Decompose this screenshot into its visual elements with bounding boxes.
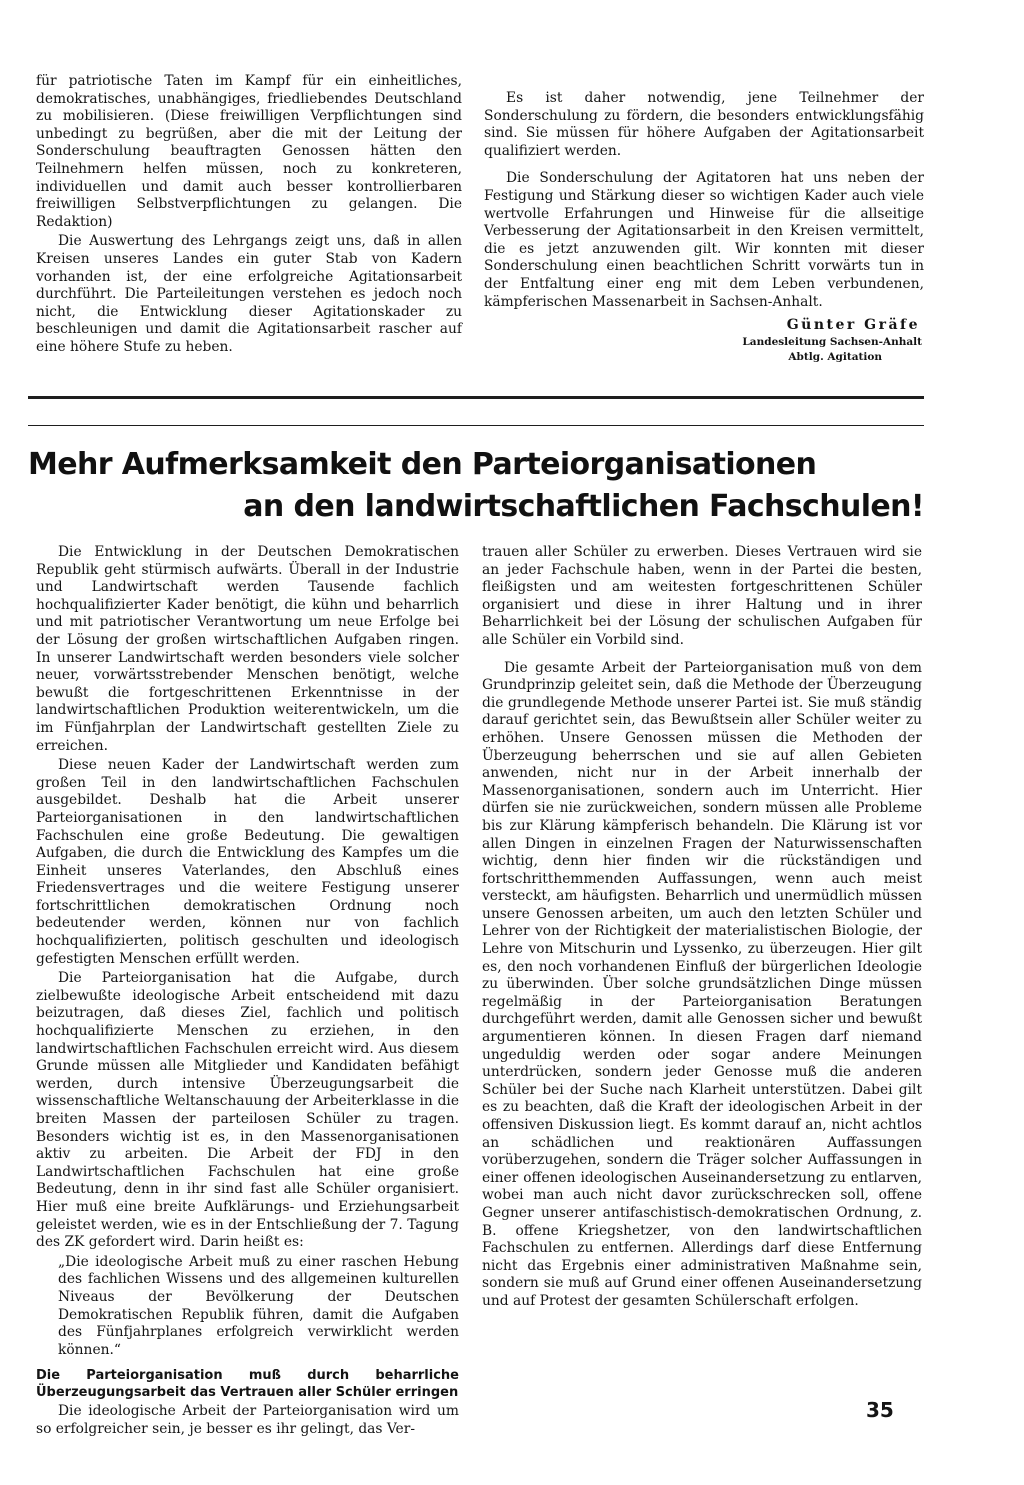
- section-divider-thin: [28, 425, 924, 426]
- top-right-column: [484, 90, 924, 365]
- signature-department: Abtlg. Agitation: [788, 350, 882, 363]
- paragraph: Die Parteiorganisation hat die Aufgabe, durch zielbewußte ideologische Arbeit entscheidend mit dazu beizutragen, daß dieses Ziel, fachlich und politisch hochqualifizierte Menschen zu erziehen, in den landwirtschaftlichen Fachschulen erreicht wird. Aus diesem Grunde müssen alle Mitglieder und Kandidaten befähigt werden, durch intensive Überzeugungsarbeit die wissenschaftliche Weltanschauung der Arbeiterklasse in die breiten Massen der parteilosen Schüler zu tragen. Besonders wichtig ist es, in den Massenorganisationen aktiv zu arbeiten. Die Arbeit der FDJ in den Landwirtschaftlichen Fachschulen hat eine große Bedeutung, denn in ihr sind fast alle Schüler organisiert. Hier muß eine breite Aufklärungs- und Erziehungsarbeit geleistet werden, wie es in der Entschließung der 7. Tagung des ZK gefordert wird. Darin heißt es:: [36, 970, 459, 1251]
- paragraph: Es ist daher notwendig, jene Teilnehmer der Sonderschulung zu fördern, die besonders entwicklungsfähig sind. Sie müssen für höhere Aufgaben der Agitationsarbeit qualifiziert werden.: [484, 90, 924, 159]
- paragraph: Die gesamte Arbeit der Parteiorganisation muß von dem Grundprinzip geleitet sein, daß die Methode der Überzeugung die grundlegende Methode unserer Partei ist. Sie muß ständig darauf gerichtet sein, das Bewußtsein aller Schüler weiter zu erhöhen. Unsere Genossen müssen die Methoden der Überzeugung beherrschen und sie auf allen Gebieten anwenden, nicht nur in der Arbeit innerhalb der Massenorganisationen, sondern auch im Unterricht. Hier dürfen sie nie zurückweichen, sondern müssen alle Probleme bis zur Klärung kämpferisch behandeln. Die Klärung ist vor allen Dingen in einzelnen Fragen der Naturwissenschaften wichtig, denn hier finden wir die rückständigen und fortschritthemmenden Auffassungen, wenn auch meist versteckt, am häufigsten. Beharrlich und unermüdlich müssen unsere Genossen arbeiten, um auch den letzten Schüler und Lehrer von der Richtigkeit der materialistischen Biologie, der Lehre von Mitschurin und Lyssenko, zu überzeugen. Hier gilt es, den noch vorhandenen Einfluß der bürgerlichen Ideologie zu überwinden. Über solche grundsätzlichen Dinge müssen regelmäßig in der Parteiorganisation Beratungen durchgeführt werden, damit alle Genossen sicher und bewußt argumentieren können. In diesen Fragen darf niemand ungeduldig werden oder sogar andere Meinungen unterdrücken, sondern jeder Genosse muß die anderen Schüler bei der Suche nach Klarheit unterstützen. Dabei gilt es zu beachten, daß die Kraft der ideologischen Arbeit in der offensiven Diskussion liegt. Es kommt darauf an, nicht achtlos an schädlichen und reaktionären Auffassungen vorüberzugehen, sondern die Träger solcher Auffassungen in einer offenen ideologischen Auseinandersetzung zu entlarven, wobei man auch nicht davor zurückschrecken soll, offene Gegner unserer antifaschistisch-demokratischen Ordnung, z. B. offene Kriegshetzer, von den landwirtschaftlichen Fachschulen zu entfernen. Allerdings darf diese Entfernung nicht das Ergebnis einer administrativen Maßnahme sein, sondern sie muß auf Grund einer offenen Auseinandersetzung und auf Protest der gesamten Schülerschaft erfolgen.: [482, 659, 922, 1309]
- page-number: 35: [866, 1398, 894, 1422]
- quote: „Die ideologische Arbeit muß zu einer raschen Hebung des fachlichen Wissens und des allgemeinen kulturellen Niveaus der Bevölkerung der Deutschen Demokratischen Republik führen, damit die Aufgaben des Fünfjahrplanes erfolgreich verwirklicht werden können.“: [58, 1253, 459, 1358]
- signature: [484, 317, 924, 365]
- paragraph: für patriotische Taten im Kampf für ein einheitliches, demokratisches, unabhängiges, friedliebendes Deutschland zu mobilisieren. (Diese freiwilligen Verpflichtungen sind unbedingt zu begrüßen, aber die mit der Leitung der Sonderschulung beauftragten Genossen hätten den Teilnehmern helfen müssen, noch zu konkreteren, individuellen und damit auch besser kontrollierbaren freiwilligen Selbstverpflichtungen zu gelangen. Die Redaktion): [36, 73, 462, 230]
- headline-line-1: Mehr Aufmerksamkeit den Parteiorganisationen: [28, 447, 817, 482]
- headline-line-2: an den landwirtschaftlichen Fachschulen!: [243, 489, 924, 524]
- paragraph: Die ideologische Arbeit der Parteiorganisation wird um so erfolgreicher sein, je besser es ihr gelingt, das Ver-: [36, 1403, 459, 1437]
- paragraph: Die Auswertung des Lehrgangs zeigt uns, daß in allen Kreisen unseres Landes ein guter Stab von Kadern vorhanden ist, der eine erfolgreiche Agitationsarbeit durchführt. Die Parteileitungen verstehen es jedoch noch nicht, die Entwicklung dieser Agitationskader zu beschleunigen und damit die Agitationsarbeit rascher auf eine höhere Stufe zu heben.: [36, 233, 462, 355]
- paragraph: Diese neuen Kader der Landwirtschaft werden zum großen Teil in den landwirtschaftlichen Fachschulen ausgebildet. Deshalb hat die Arbeit unserer Parteiorganisationen in den landwirtschaftlichen Fachschulen eine große Bedeutung. Die gewaltigen Aufgaben, die durch die Entwicklung des Kampfes um die Einheit unseres Vaterlandes, den Abschluß eines Friedensvertrages und die weitere Festigung unserer fortschrittlichen demokratischen Ordnung noch bedeutender werden, können nur von fachlich hochqualifizierten, politisch geschulten und ideologisch gefestigten Menschen erfüllt werden.: [36, 757, 459, 967]
- article-right-column: [482, 544, 922, 1311]
- paragraph: Die Sonderschulung der Agitatoren hat uns neben der Festigung und Stärkung dieser so wichtigen Kader auch viele wertvolle Erfahrungen und Hinweise für die allseitige Verbesserung der Agitationsarbeit in den Kreisen vermittelt, die es jetzt anzuwenden gilt. Wir konnten mit dieser Sonderschulung einen beachtlichen Schritt vorwärts tun in der Entfaltung einer eng mit dem Leben verbundenen, kämpferischen Massenarbeit in Sachsen-Anhalt.: [484, 170, 924, 310]
- signature-name: Günter Gräfe: [786, 317, 920, 334]
- subheading: Die Parteiorganisation muß durch beharrliche Überzeugungsarbeit das Vertrauen aller Schüler erringen: [36, 1368, 459, 1401]
- article-left-column: [36, 544, 459, 1439]
- top-left-column: [36, 73, 462, 357]
- paragraph: trauen aller Schüler zu erwerben. Dieses Vertrauen wird sie an jeder Fachschule haben, wenn in der Partei die besten, fleißigsten und am weitesten fortgeschrittenen Schüler organisiert und diese in ihrer Haltung und in ihrer Beharrlichkeit bei der Lösung der schulischen Aufgaben für alle Schüler ein Vorbild sind.: [482, 544, 922, 648]
- section-divider-thick: [28, 396, 924, 399]
- paragraph: Die Entwicklung in der Deutschen Demokratischen Republik geht stürmisch aufwärts. Überall in der Industrie und Landwirtschaft werden Tausende fachlich hochqualifizierter Kader benötigt, die kühn und beharrlich und mit patriotischer Verantwortung um neue Erfolge bei der Lösung der großen wirtschaftlichen Aufgaben ringen. In unserer Landwirtschaft werden besonders viele solcher neuer, vorwärtsstrebender Menschen benötigt, welche bewußt die fortgeschrittenen Erkenntnisse in der landwirtschaftlichen Produktion weiterentwickeln, um die im Fünfjahrplan der Landwirtschaft gestellten Ziele zu erreichen.: [36, 544, 459, 754]
- article-headline: [28, 444, 924, 528]
- signature-organization: Landesleitung Sachsen-Anhalt: [742, 335, 922, 348]
